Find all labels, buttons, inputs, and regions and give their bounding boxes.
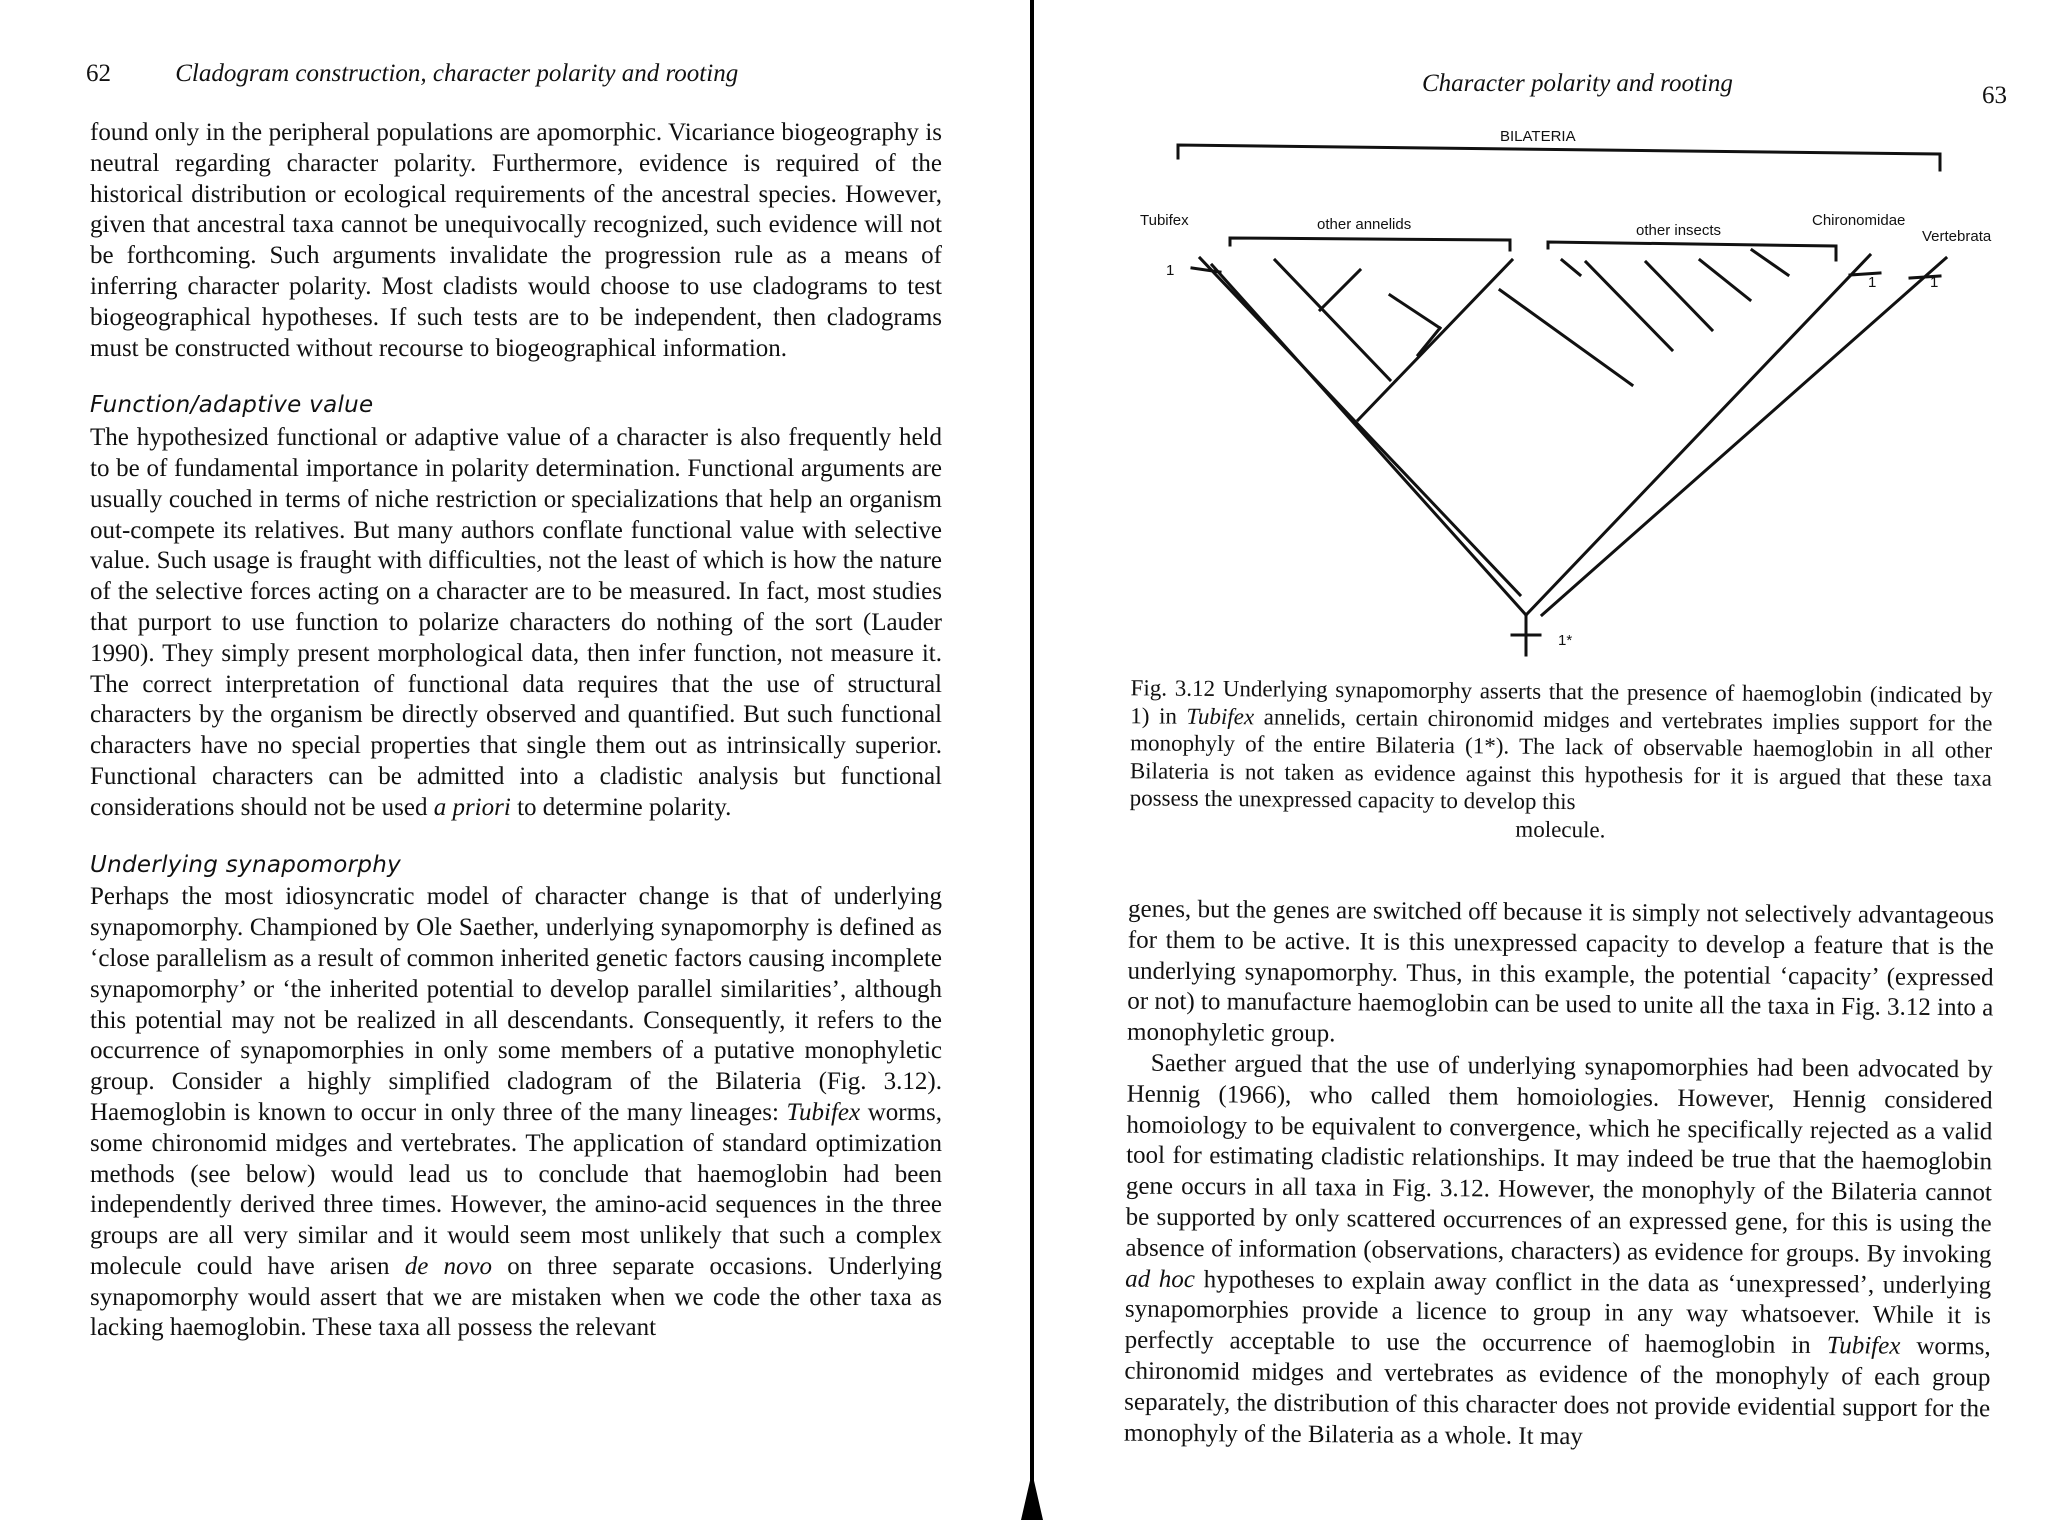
caption-text-rest: annelids, certain chironomid midges and vertebrates implies support for the monophyly of the entire Bilateria (1*). The lack of observable haemoglobin in all other Bilateria is not taken as evidence against this hypothesis for it is argued that these taxa possess the unexpressed capacity to develop this	[1129, 703, 1993, 815]
paragraph-function-text: The hypothesized functional or adaptive value of a character is also frequently held to be of fundamental importance in polarity determination. Functional arguments are usually couched in terms of niche restriction or specializations that help an organism out-compete its relatives. But many authors conflate functional value with selective value. Such usage is fraught with difficulties, not the least of which is how the nature of the selective forces acting on a character are to be measured. In fact, most studies that purport to use function to polarize characters do nothing of the sort (Lauder 1990). They simply present morphological data, then infer function, not measure it. The correct interpretation of functional data requires that the use of structural characters by the organism be directly observed and quantified. But such functional characters have no special properties that single them out as intrinsically superior. Functional characters can be admitted into a cladistic analysis but functional considerations should not be used	[90, 424, 942, 821]
paragraph-peripheral: found only in the peripheral populations are apomorphic. Vicariance biogeography is neutral regarding character polarity. Furthermore, evidence is required of the historical distribution or ecological requirements of the ancestral species. However, given that ancestral taxa cannot be unequivocally recognized, such evidence will not be forthcoming. Such arguments invalidate the progression rule as a means of inferring character polarity. Most cladists would choose to use cladograms to test biogeographical hypotheses. If such tests are to be independent, then cladograms must be constructed without recourse to biogeographical information.	[90, 119, 942, 362]
caption-text: Underlying synapomorphy asserts that the presence of haemoglobin (indicated by 1) in	[1130, 676, 1993, 729]
paragraph-saether-mid: hypotheses to explain away conflict in the data as ‘unexpressed’, underlying synapomorphies provide a licence to group in any way whatsoever. While it is perfectly acceptable to use the occurrence of haemoglobin in	[1124, 1265, 1992, 1360]
branch-right-main-inner	[1542, 258, 1946, 615]
branch-insect-inner-a	[1562, 260, 1580, 275]
figure-caption	[1129, 674, 1992, 847]
page-number-left: 62	[86, 60, 111, 87]
paragraph-function-end: to determine polarity.	[517, 793, 732, 821]
paragraph-underlying-text: Perhaps the most idiosyncratic model of character change is that of underlying synapomorphy. Championed by Ole Saether, underlying synapomorphy is defined as ‘close parallelism as a result of common inherited genetic factors causing incomplete synapomorphy’ or ‘the inherited potential to develop parallel similarities’, although this potential may not be realized in all descendants. Consequently, it refers to the occurrence of synapomorphies in only some members of a putative monophyletic group. Consider a highly simplified cladogram of the Bilateria (Fig. 3.12). Haemoglobin is known to occur in only three of the many lineages:	[90, 883, 942, 1126]
emphasis-de-novo: de novo	[404, 1252, 493, 1280]
caption-last-line: molecule.	[1515, 816, 1606, 842]
running-title-right: Character polarity and rooting	[1422, 70, 1733, 97]
branch-annelid-inner-b	[1320, 270, 1360, 310]
taxon-label-other-insects: other insects	[1636, 222, 1722, 239]
branch-annelid-clade	[1358, 260, 1512, 420]
emphasis-tubifex-right: Tubifex	[1826, 1332, 1901, 1360]
paragraph-saether	[1124, 1049, 1993, 1456]
branch-annelid-inner-c	[1418, 328, 1440, 355]
other-insects-bracket	[1548, 242, 1836, 260]
branch-insect-inner-e	[1752, 250, 1788, 275]
state-mark-chironomidae: 1	[1868, 274, 1877, 291]
emphasis-a-priori: a priori	[433, 793, 511, 821]
branch-insect-clade	[1500, 290, 1632, 385]
paragraph-underlying	[90, 882, 942, 1344]
figure-group-label: BILATERIA	[1500, 128, 1576, 145]
branch-annelid-inner-a	[1275, 260, 1390, 380]
left-running-head	[86, 60, 738, 88]
section-heading-function: Function/adaptive value	[90, 392, 374, 419]
caption-label: Fig. 3.12	[1130, 675, 1216, 701]
paragraph-function	[90, 423, 942, 823]
caption-emphasis-tubifex: Tubifex	[1186, 703, 1255, 729]
branch-insect-inner-c	[1646, 262, 1712, 330]
paragraph-genes: genes, but the genes are switched off because it is simply not selectively advantageous for them to be active. It is this unexpressed capacity to develop a feature that is the underlying synapomorphy. Thus, in this example, the potential ‘capacity’ (expressed or not) to manufacture haemoglobin can be used to unite all the taxa in Fig. 3.12 into a monophyletic group.	[1127, 895, 1995, 1048]
taxon-label-vertebrata: Vertebrata	[1922, 228, 1992, 245]
taxon-label-tubifex: Tubifex	[1140, 212, 1189, 229]
running-title-left: Cladogram construction, character polarity and rooting	[175, 60, 739, 87]
bilateria-bracket	[1178, 145, 1940, 170]
branch-left-main-inner	[1200, 258, 1520, 595]
left-body	[90, 118, 942, 1344]
section-heading-underlying: Underlying synapomorphy	[90, 851, 402, 878]
cladogram-figure	[1100, 110, 2020, 670]
branch-annelid-inner-d	[1390, 295, 1440, 328]
branch-right-main-outer	[1526, 255, 1870, 615]
state-mark-vertebrata: 1	[1930, 274, 1939, 291]
root-mark-label: 1*	[1558, 632, 1573, 649]
page-number-right: 63	[1982, 82, 2007, 109]
other-annelids-bracket	[1230, 238, 1510, 250]
paragraph-saether-text: Saether argued that the use of underlying synapomorphies had been advocated by Hennig (1966), who called them homoiologies. However, Hennig considered homoiology to be equivalent to convergence, which he specifically rejected as a valid tool for estimating cladistic relationships. It may indeed be true that the haemoglobin gene occurs in all taxa in Fig. 3.12. However, the monophyly of the Bilateria cannot be supported by only scattered occurrences of an expressed gene, for this is using the absence of information (observations, characters) as evidence for groups. By invoking	[1125, 1049, 1993, 1269]
branch-insect-inner-d	[1700, 260, 1750, 300]
right-body	[1124, 895, 1994, 1456]
state-mark-tubifex: 1	[1166, 262, 1175, 279]
emphasis-tubifex: Tubifex	[786, 1098, 861, 1126]
taxon-label-chironomidae: Chironomidae	[1812, 212, 1906, 229]
paragraph-underlying-end: on three separate occasions. Underlying synapomorphy would assert that we are mistaken when we code the other taxa as lacking haemoglobin. These taxa all possess the relevant	[90, 1252, 942, 1342]
paragraph-underlying-mid: worms, some chironomid midges and vertebrates. The application of standard optimization methods (see below) would lead us to conclude that haemoglobin had been independently derived three times. However, the amino-acid sequences in the three groups are all very similar and it would seem most unlikely that such a complex molecule could have arisen	[90, 1098, 942, 1280]
taxon-label-other-annelids: other annelids	[1317, 216, 1412, 233]
emphasis-ad-hoc: ad hoc	[1125, 1265, 1196, 1293]
branch-left-main-outer	[1212, 265, 1526, 615]
book-spine	[1030, 0, 1034, 1520]
paragraph-saether-end: worms, chironomid midges and vertebrates as evidence of the monophyly of each group separately, the distribution of this character does not provide evidential support for the monophyly of the Bilateria as a whole. It may	[1123, 1332, 1991, 1450]
